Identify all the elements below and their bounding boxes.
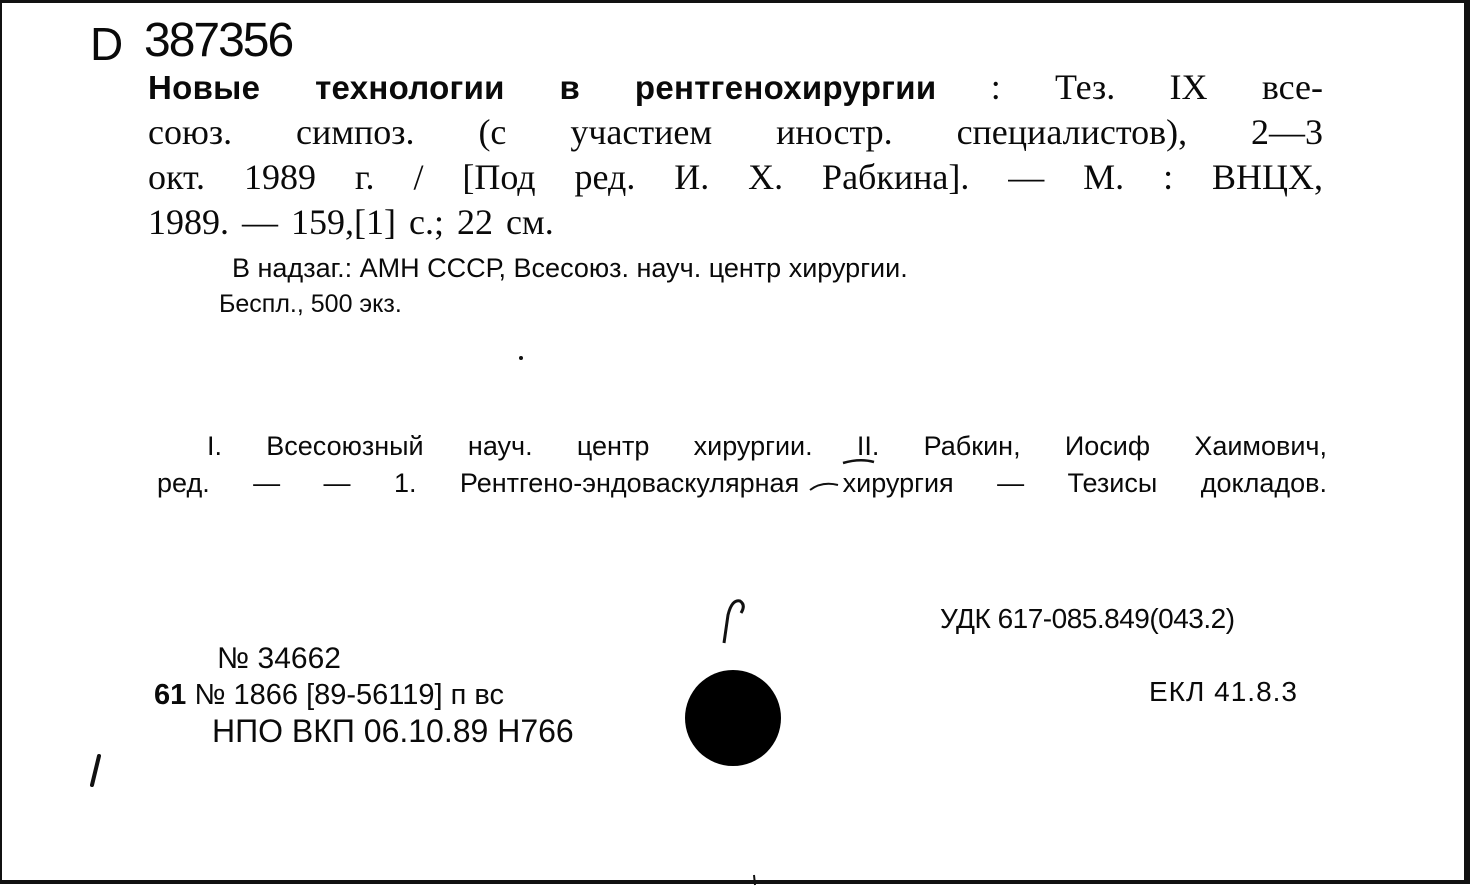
entry-line-1-rest: : Тез. IX все-	[990, 67, 1323, 107]
pen-mark-underline	[843, 460, 874, 463]
tracings-line-1: I. Всесоюзный науч. центр хирургии. II. Рабкин, Иосиф Хаимович,	[207, 431, 1327, 461]
call-number: 387356	[144, 14, 293, 67]
pen-mark-tilde	[810, 484, 838, 490]
entry-line-4: 1989. — 159,[1] с.; 22 см.	[148, 202, 554, 242]
heading-note: В надзаг.: АМН СССР, Всесоюз. науч. центр хирургии.	[232, 253, 908, 283]
entry-line-3: окт. 1989 г. / [Под ред. И. Х. Рабкина]. — М. : ВНЦХ,	[148, 157, 1323, 197]
print-rest: № 1866 [89-56119] п вс	[194, 679, 504, 711]
npo-line: НПО ВКП 06.10.89 Н766	[212, 713, 574, 749]
price-note: Беспл., 500 экз.	[219, 290, 402, 318]
pen-mark-tick	[92, 756, 99, 785]
tracings-line-2: ред. — — 1. Рентгено-эндоваскулярная хирургия — Тезисы докладов.	[157, 468, 1327, 498]
entry-line-2: союз. симпоз. (с участием иностр. специалистов), 2—3	[148, 112, 1323, 152]
accession-number: № 34662	[217, 642, 341, 675]
entry-title: Новые технологии в рентгенохирургии	[148, 69, 937, 106]
udk-code: УДК 617-085.849(043.2)	[940, 603, 1235, 634]
ekl-code: ЕКЛ 41.8.3	[1149, 676, 1298, 707]
pen-marks	[2, 3, 1470, 887]
call-letter: D	[90, 18, 124, 70]
print-code: 61	[154, 679, 187, 711]
pen-mark-hook	[724, 601, 743, 643]
